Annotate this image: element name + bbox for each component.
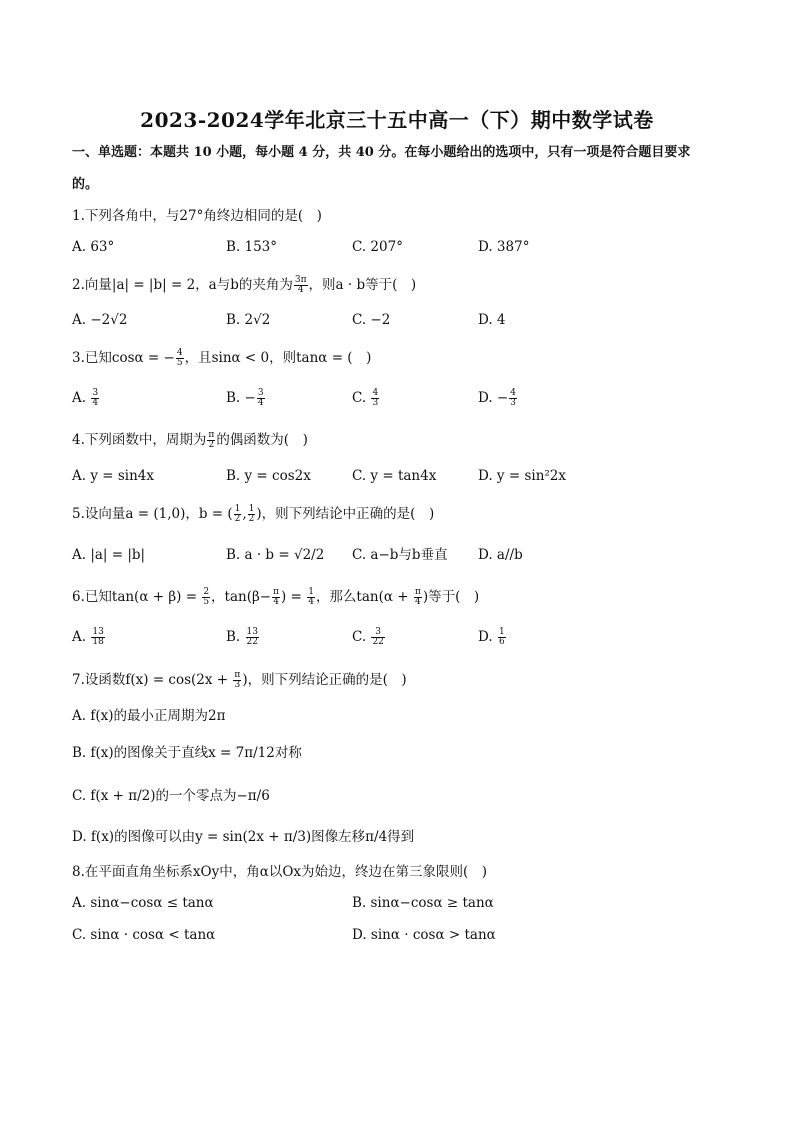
q8-option-b: B. sinα−cosα ≥ tanα	[352, 895, 494, 911]
q6-option-c: C. $\frac{3}{22}$	[352, 627, 384, 647]
q1-option-b: B. 153°	[226, 239, 278, 255]
section-heading-line2: 的。	[72, 177, 99, 192]
q4-option-a: A. y = sin4x	[72, 468, 154, 484]
q4-option-b: B. y = cos2x	[226, 468, 311, 484]
q3-option-d: D. − $\frac{4}{3}$	[478, 388, 516, 408]
q7-option-b: B. f(x)的图像关于直线x = 7π/12对称	[72, 745, 302, 761]
q6-option-b: B. $\frac{13}{22}$	[226, 627, 258, 647]
question-1: 1.下列各角中，与27°角终边相同的是( )	[72, 208, 322, 224]
section-heading-line1: 一、单选题：本题共 10 小题，每小题 4 分，共 40 分。在每小题给出的选项中，只有一项是符合题目要求	[72, 145, 691, 160]
q8-option-c: C. sinα · cosα < tanα	[72, 927, 216, 943]
fraction: $\frac{\pi}{2}$	[208, 430, 215, 450]
question-7: 7.设函数f(x) = cos(2x + $\frac{\pi}{3}$ )，则下列结论正确的是( )	[72, 670, 407, 690]
q1-option-a: A. 63°	[72, 239, 115, 255]
question-5: 5.设向量a = (1,0)，b = ( $\frac{1}{2}$ , $\frac{1}{2}$ )，则下列结论中正确的是( )	[72, 504, 435, 524]
q4-option-d: D. y = sin²2x	[478, 468, 567, 484]
q3-option-a: A. $\frac{3}{4}$	[72, 388, 99, 408]
q8-option-a: A. sinα−cosα ≤ tanα	[72, 895, 214, 911]
q5-option-b: B. a · b = √2/2	[226, 547, 325, 563]
q7-option-d: D. f(x)的图像可以由y = sin(2x + π/3)图像左移π/4得到	[72, 829, 415, 845]
fraction: $\frac{3\pi}{4}$	[294, 275, 307, 295]
question-8: 8.在平面直角坐标系xOy中，角α以Ox为始边，终边在第三象限则( )	[72, 864, 488, 880]
q2-option-c: C. −2	[352, 312, 391, 328]
q5-option-c: C. a−b与b垂直	[352, 547, 448, 563]
q6-option-a: A. $\frac{13}{18}$	[72, 627, 104, 647]
q2-option-b: B. 2√2	[226, 312, 271, 328]
q1-option-d: D. 387°	[478, 239, 530, 255]
question-4: 4.下列函数中，周期为 $\frac{\pi}{2}$ 的偶函数为( )	[72, 430, 308, 450]
question-6: 6.已知tan(α + β) = $\frac{2}{5}$ ，tan(β− $\frac{\pi}{4}$ ) = $\frac{1}{4}$ ，那么tan(α + $\frac{\pi}{4}$ )等于( )	[72, 587, 480, 607]
question-3: 3.已知cosα = − $\frac{4}{5}$ ，且sinα < 0，则tanα = ( )	[72, 348, 372, 368]
fraction: $\frac{4}{5}$	[176, 348, 183, 368]
question-2: 2.向量|a| = |b| = 2，a与b的夹角为 $\frac{3\pi}{4}$ ，则a · b等于( )	[72, 275, 417, 295]
q5-option-a: A. |a| = |b|	[72, 547, 146, 563]
q4-option-c: C. y = tan4x	[352, 468, 437, 484]
q3-option-b: B. − $\frac{3}{4}$	[226, 388, 264, 408]
q8-option-d: D. sinα · cosα > tanα	[352, 927, 496, 943]
q6-option-d: D. $\frac{1}{6}$	[478, 627, 505, 647]
q2-option-d: D. 4	[478, 312, 506, 328]
page-title: 2023-2024学年北京三十五中高一（下）期中数学试卷	[140, 108, 654, 132]
q2-option-a: A. −2√2	[72, 312, 128, 328]
q7-option-a: A. f(x)的最小正周期为2π	[72, 708, 226, 724]
q7-option-c: C. f(x + π/2)的一个零点为−π/6	[72, 788, 270, 804]
q1-option-c: C. 207°	[352, 239, 403, 255]
q3-option-c: C. $\frac{4}{3}$	[352, 388, 379, 408]
q5-option-d: D. a//b	[478, 547, 523, 563]
